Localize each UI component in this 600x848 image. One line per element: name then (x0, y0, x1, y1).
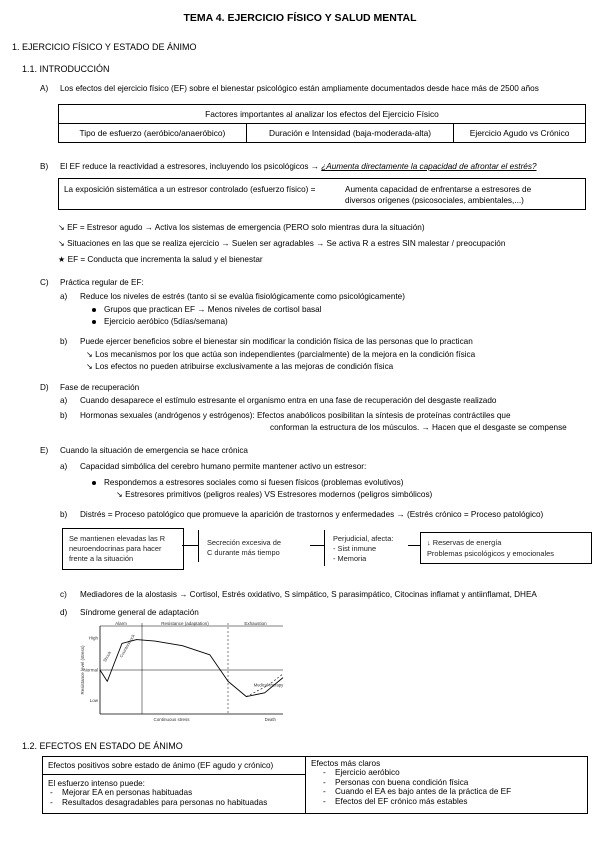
phase-label: Exhaustion (244, 621, 267, 626)
flow-line: frente a la situación (69, 554, 134, 563)
x-axis-label: Continuous stress (153, 717, 190, 722)
factor-cell: Duración e Intensidad (baja-moderada-alta) (246, 124, 453, 143)
flow-line: Perjudicial, afecta: (333, 534, 394, 543)
bullet-text: Grupos que practican EF → Menos niveles de cortisol basal (104, 305, 322, 314)
flow-box (198, 530, 311, 562)
y-axis-label: Resistance level (stress) (80, 645, 85, 695)
letter-label: d) (60, 608, 68, 617)
subsection-heading: 1.1. INTRODUCCIÓN (22, 64, 110, 74)
chart-annotation: Death (264, 717, 276, 722)
flow-line: - Memoria (333, 554, 367, 563)
flow-connector (310, 545, 324, 546)
flow-line: ↓ Reservas de energía (427, 538, 502, 547)
factors-header: Factores importantes al analizar los efectos del Ejercicio Físico (59, 105, 586, 124)
flow-line: neuroendocrinas para hacer (69, 544, 162, 553)
letter-label: a) (60, 462, 68, 471)
sub-point: ↘ Los efectos no pueden atribuirse exclusivamente a las mejoras de condición física (86, 362, 394, 371)
chart-annotation: Countershock (118, 633, 136, 659)
item-label: E) (40, 446, 49, 455)
item-label: B) (40, 162, 49, 171)
item-text: Fase de recuperación (60, 383, 140, 392)
effects-right-cell (306, 757, 588, 814)
flow-box (324, 530, 409, 566)
d-b-text-2: conforman la estructura de los músculos. → Hacen que el desgaste se compense (270, 423, 567, 432)
d-a-text: Cuando desaparece el estímulo estresante el organismo entra en una fase de recuperación del desgaste realizado (80, 396, 497, 405)
chart-svg (78, 618, 308, 728)
c-b-text: Puede ejercer beneficios sobre el bienestar sin modificar la condición física de las personas que lo practican (80, 337, 473, 346)
effects-left-intro: El esfuerzo intenso puede: (48, 779, 145, 788)
bullet-item (92, 305, 322, 314)
effects-left-cell (43, 757, 306, 814)
chart-annotation: Medical therapy (253, 682, 284, 688)
effects-left-body (43, 775, 305, 813)
list-item: - Mejorar EA en personas habituadas (48, 788, 300, 798)
b-point: ★ EF = Conducta que incrementa la salud y el bienestar (58, 255, 263, 264)
phase-label: Resistance (adaptation) (161, 621, 209, 626)
letter-label: a) (60, 292, 68, 301)
gas-chart (78, 618, 308, 728)
item-text-main: El EF reduce la reactividad a estresores, incluyendo los psicológicos → (60, 162, 319, 171)
flow-line: - Sist inmune (333, 544, 377, 553)
letter-label: b) (60, 411, 68, 420)
item-label: A) (40, 84, 49, 93)
item-label: D) (40, 383, 49, 392)
item-label: C) (40, 278, 49, 287)
exposure-right-1: Aumenta capacidad de enfrentarse a estresores de (345, 185, 532, 194)
b-point: ↘ EF = Estresor agudo → Activa los sistemas de emergencia (PERO solo mientras dura la situación) (58, 223, 425, 232)
item-text (60, 162, 537, 171)
letter-label: a) (60, 396, 68, 405)
list-item: - Resultados desagradables para personas no habituadas (48, 798, 300, 808)
section-heading: 1. EJERCICIO FÍSICO Y ESTADO DE ÁNIMO (12, 42, 197, 52)
phase-label: Alarm (115, 621, 127, 626)
flow-box (420, 532, 592, 564)
c-a-text: Reduce los niveles de estrés (tanto si se evalúa fisiológicamente como psicológicamente) (80, 292, 405, 301)
subsection-heading: 1.2. EFECTOS EN ESTADO DE ÁNIMO (22, 741, 183, 751)
list-item: - Cuando el EA es bajo antes de la práctica de EF (321, 787, 582, 797)
bullet-dot (92, 320, 96, 324)
effects-left-header: Efectos positivos sobre estado de ánimo (EF agudo y crónico) (43, 757, 305, 775)
exposure-box (58, 178, 586, 210)
bullet-dot (92, 481, 96, 485)
flow-box (62, 528, 184, 570)
flow-line: Se mantienen elevadas las R (69, 534, 166, 543)
factor-cell: Tipo de esfuerzo (aeróbico/anaeróbico) (59, 124, 247, 143)
bullet-item (92, 317, 228, 326)
chart-annotation: Shock (102, 650, 113, 663)
factor-cell: Ejercicio Agudo vs Crónico (454, 124, 586, 143)
bullet-item (92, 478, 403, 487)
letter-label: b) (60, 337, 68, 346)
effects-table (42, 756, 588, 814)
bullet-text: Ejercicio aeróbico (5días/semana) (104, 317, 228, 326)
e-a-text: Capacidad simbólica del cerebro humano permite mantener activo un estresor: (80, 462, 367, 471)
item-text: Cuando la situación de emergencia se hace crónica (60, 446, 248, 455)
flow-line: Problemas psicológicos y emocionales (427, 549, 554, 558)
list-item: - Personas con buena condición física (321, 778, 582, 788)
exposure-left: La exposición sistemática a un estresor controlado (esfuerzo físico) = (64, 185, 316, 194)
factors-table (58, 104, 586, 143)
list-item: - Ejercicio aeróbico (321, 768, 582, 778)
flow-connector (182, 545, 198, 546)
sub-point: ↘ Los mecanismos por los que actúa son independientes (parcialmente) de la mejora en la condición física (86, 350, 476, 359)
question-text: ¿Aumenta directamente la capacidad de afrontar el estrés? (321, 162, 537, 171)
exposure-right-2: diversos orígenes (psicosociales, ambientales,...) (345, 196, 524, 205)
list-item: - Efectos del EF crónico más estables (321, 797, 582, 807)
item-text: Práctica regular de EF: (60, 278, 144, 287)
sub-point: ↘ Estresores primitivos (peligros reales) VS Estresores modernos (peligros simbólicos) (116, 490, 433, 499)
bullet-dot (92, 308, 96, 312)
d-b-text-1: Hormonas sexuales (andrógenos y estrógenos): Efectos anabólicos posibilitan la síntesis de proteínas contráctiles que (80, 411, 511, 420)
y-tick-label: High (88, 635, 98, 641)
e-d-text: Síndrome general de adaptación (80, 608, 199, 617)
b-point: ↘ Situaciones en las que se realiza ejercicio → Suelen ser agradables → Se activa R a estres SIN malestar / preocupación (58, 239, 506, 248)
y-tick-label: Normal (83, 667, 98, 673)
letter-label: c) (60, 590, 67, 599)
flow-connector (408, 545, 420, 546)
flow-line: C durante más tiempo (207, 548, 280, 557)
flow-line: Secreción excesiva de (207, 538, 281, 547)
e-b-text: Distrés = Proceso patológico que promueve la aparición de trastornos y enfermedades → (Estrés crónico = Proceso patológico) (80, 510, 544, 519)
bullet-text: Respondemos a estresores sociales como si fuesen físicos (problemas evolutivos) (104, 478, 404, 487)
y-tick-label: Low (89, 697, 98, 703)
item-text: Los efectos del ejercicio físico (EF) sobre el bienestar psicológico están ampliamente documentados desde hace más de 2500 años (60, 84, 539, 93)
page-title: TEMA 4. EJERCICIO FÍSICO Y SALUD MENTAL (183, 12, 417, 24)
letter-label: b) (60, 510, 68, 519)
e-c-text: Mediadores de la alostasis → Cortisol, Estrés oxidativo, S simpático, S parasimpático, Citocinas inflamat y antiinflamat, DHEA (80, 590, 537, 599)
effects-right-header: Efectos más claros (311, 759, 381, 768)
